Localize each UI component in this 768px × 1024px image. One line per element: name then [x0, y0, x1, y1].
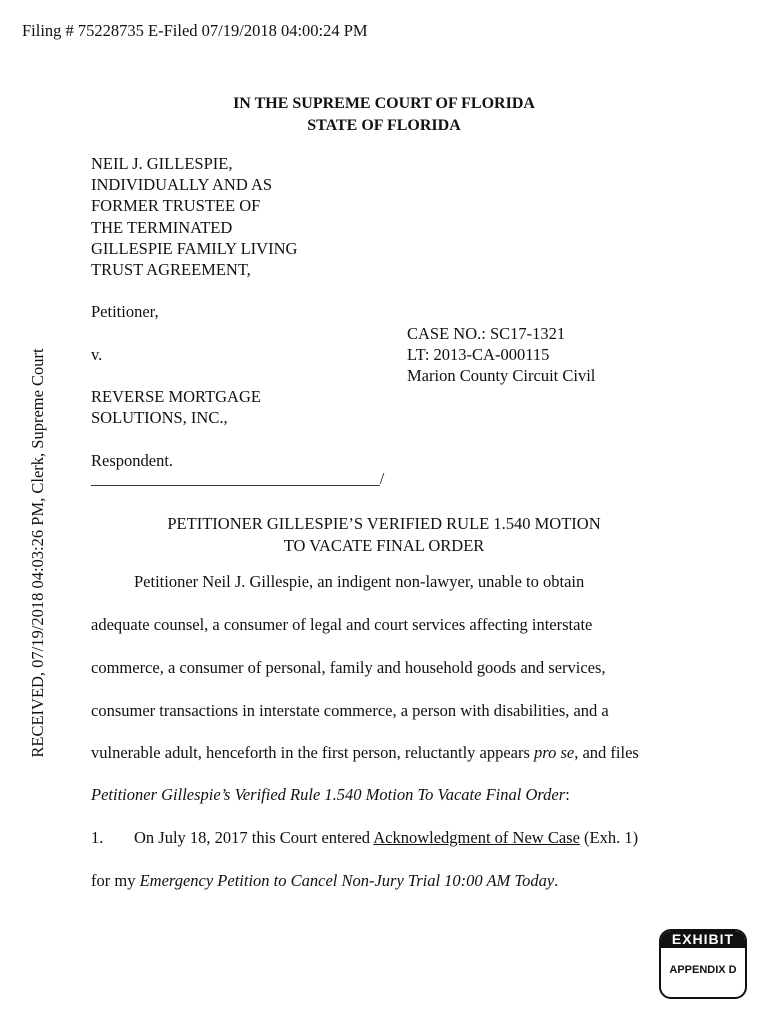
lower-tribunal-number: LT: 2013-CA-000115: [407, 345, 550, 365]
petitioner-name-block: [91, 153, 297, 280]
case-info: [407, 323, 595, 387]
exhibit-stamp: [659, 929, 747, 999]
respondent-role: Respondent.: [91, 451, 174, 470]
body-line: commerce, a consumer of personal, family and household goods and services,: [91, 658, 606, 677]
respondent-name-block: [91, 386, 261, 428]
body-text: :: [565, 785, 570, 804]
item-1-line: [91, 871, 558, 891]
body-line: consumer transactions in interstate commerce, a person with disabilities, and a: [91, 701, 609, 720]
court-state: STATE OF FLORIDA: [307, 117, 461, 134]
document-title-line: TO VACATE FINAL ORDER: [283, 536, 485, 555]
versus-label: v.: [91, 345, 103, 364]
exhibit-stamp-header: EXHIBIT: [661, 931, 745, 948]
petitioner-line: GILLESPIE FAMILY LIVING: [91, 238, 298, 258]
motion-title-reference: Petitioner Gillespie’s Verified Rule 1.540 Motion To Vacate Final Order: [91, 785, 566, 804]
acknowledgment-link[interactable]: Acknowledgment of New Case: [373, 828, 580, 847]
body-line: [91, 743, 639, 763]
item-1-number: 1.: [91, 828, 104, 847]
body-line: adequate counsel, a consumer of legal and court services affecting interstate: [91, 615, 593, 634]
petitioner-role: Petitioner,: [91, 302, 159, 321]
body-text: , and files: [574, 743, 639, 762]
body-line: [91, 785, 570, 805]
petitioner-line: NEIL J. GILLESPIE,: [91, 154, 233, 173]
respondent-line: REVERSE MORTGAGE: [91, 387, 261, 406]
petitioner-line: FORMER TRUSTEE OF: [91, 196, 261, 216]
caption-separator: ___________________________________/: [91, 469, 385, 488]
body-text: (Exh. 1): [579, 828, 639, 847]
court-name: IN THE SUPREME COURT OF FLORIDA: [233, 95, 535, 112]
body-text: for my: [91, 871, 140, 890]
item-1-line: [134, 828, 638, 848]
document-title: [0, 513, 768, 557]
petitioner-line: THE TERMINATED: [91, 217, 233, 237]
pro-se-term: pro se: [534, 743, 575, 762]
petition-title-reference: Emergency Petition to Cancel Non-Jury Trial 10:00 AM Today: [139, 871, 555, 890]
case-number: CASE NO.: SC17-1321: [407, 324, 566, 343]
document-title-line: PETITIONER GILLESPIE’S VERIFIED RULE 1.540 MOTION: [167, 514, 601, 533]
body-text: vulnerable adult, henceforth in the first person, reluctantly appears: [91, 743, 535, 762]
petitioner-line: TRUST AGREEMENT,: [91, 260, 251, 280]
received-stamp: RECEIVED, 07/19/2018 04:03:26 PM, Clerk, Supreme Court: [28, 348, 47, 758]
filing-header: Filing # 75228735 E-Filed 07/19/2018 04:00:24 PM: [22, 21, 368, 40]
exhibit-stamp-label: APPENDIX D: [669, 964, 737, 976]
body-line: Petitioner Neil J. Gillespie, an indigent non-lawyer, unable to obtain: [134, 572, 585, 591]
lower-court: Marion County Circuit Civil: [407, 366, 596, 386]
body-text: On July 18, 2017 this Court entered: [134, 828, 374, 847]
body-text: .: [554, 871, 559, 890]
petitioner-line: INDIVIDUALLY AND AS: [91, 175, 273, 195]
respondent-line: SOLUTIONS, INC.,: [91, 408, 228, 428]
